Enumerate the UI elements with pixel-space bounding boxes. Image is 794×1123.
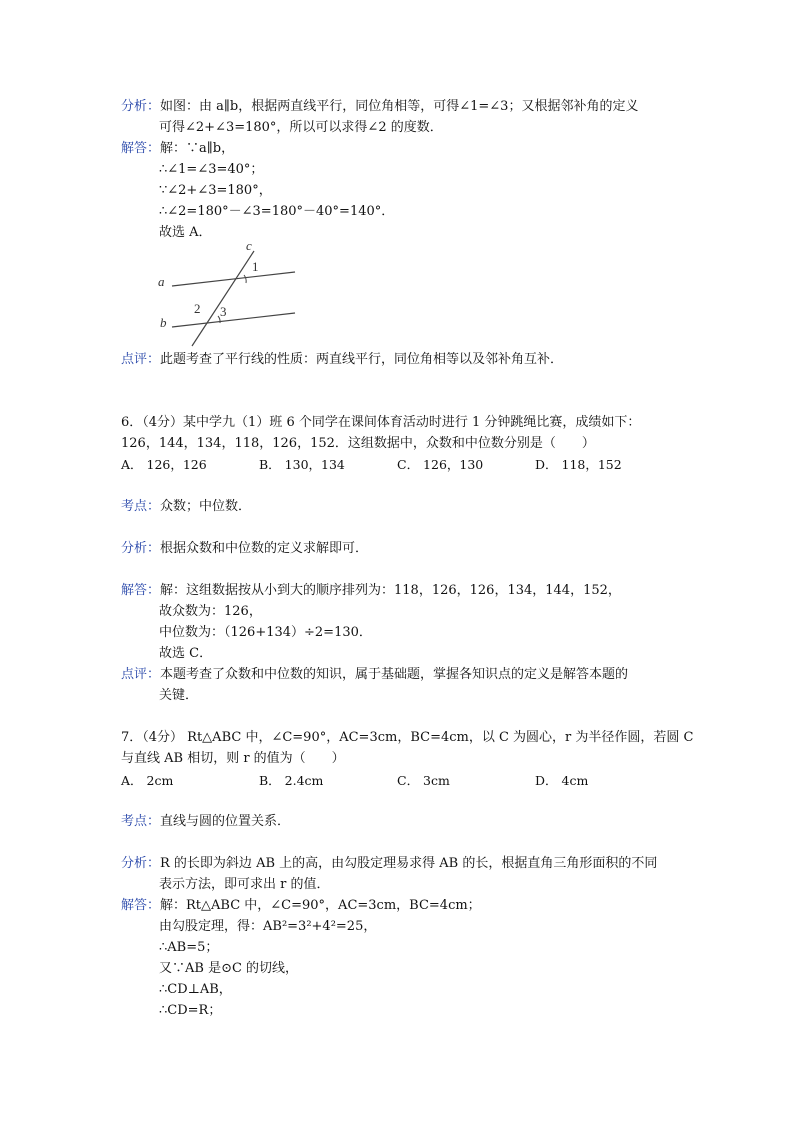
q5-analysis-text-1: 如图：由 a∥b，根据两直线平行，同位角相等，可得∠1=∠3；又根据邻补角的定义 xyxy=(160,99,639,114)
q7-analysis-line-1 xyxy=(121,854,657,874)
q5-analysis-label: 分析： xyxy=(121,99,161,114)
q6-answer-line-1 xyxy=(121,581,621,601)
q7-point-text: 直线与圆的位置关系． xyxy=(160,814,291,829)
q7-point-label: 考点： xyxy=(121,814,161,829)
q6-point-line xyxy=(121,497,251,517)
line-b xyxy=(172,313,295,327)
q5-answer-text-4: ∴∠2=180°－∠3=180°－40°=140°． xyxy=(159,204,395,219)
parallel-lines-figure xyxy=(150,236,310,352)
line-a xyxy=(172,272,295,286)
q5-answer-text-1: 解：∵a∥b， xyxy=(160,141,235,156)
q7-stem-1: 7．（4分） Rt△ABC 中，∠C=90°，AC=3cm，BC=4cm，以 C 为圆心，r 为半径作圆，若圆 C xyxy=(121,730,694,745)
q6-answer-text-4: 故选 C． xyxy=(159,646,213,661)
q6-option-c: C． 126，130 xyxy=(397,457,484,472)
q5-answer-label: 解答： xyxy=(121,141,161,156)
q6-answer-text-1: 解：这组数据按从小到大的顺序排列为：118，126，126，134，144，152， xyxy=(160,583,621,598)
q7-stem-2: 与直线 AB 相切，则 r 的值为（ ） xyxy=(121,751,345,766)
line-c xyxy=(192,251,254,346)
q7-answer-text-4: 又∵AB 是⊙C 的切线， xyxy=(159,961,299,976)
q7-answer-line-1 xyxy=(121,896,481,916)
q6-comment-label: 点评： xyxy=(121,667,161,682)
q6-analysis-label: 分析： xyxy=(121,541,161,556)
q7-answer-text-3: ∴AB=5； xyxy=(159,940,219,955)
q6-point-label: 考点： xyxy=(121,499,161,514)
q7-option-a: A． 2cm xyxy=(121,773,174,788)
label-angle-3: 3 xyxy=(220,304,227,319)
q7-analysis-text-2: 表示方法，即可求出 r 的值． xyxy=(159,877,330,892)
label-angle-1: 1 xyxy=(252,259,259,274)
q6-analysis-text: 根据众数和中位数的定义求解即可． xyxy=(160,541,369,556)
label-angle-2: 2 xyxy=(194,301,201,316)
q6-comment-text-1: 本题考查了众数和中位数的知识，属于基础题，掌握各知识点的定义是解答本题的 xyxy=(160,667,629,682)
q7-option-c: C． 3cm xyxy=(397,773,450,788)
q7-option-b: B． 2.4cm xyxy=(259,773,324,788)
q6-stem-1: 6．（4分）某中学九（1）班 6 个同学在课间体育活动时进行 1 分钟跳绳比赛，成绩如下： xyxy=(121,415,641,430)
q7-answer-text-6: ∴CD=R； xyxy=(159,1003,222,1018)
label-c: c xyxy=(246,238,252,253)
q5-analysis-line-1 xyxy=(121,97,638,117)
angle-1-arc xyxy=(244,275,246,283)
q6-comment-text-2: 关键． xyxy=(159,688,199,703)
q5-analysis-text-2: 可得∠2+∠3=180°，所以可以求得∠2 的度数． xyxy=(159,120,443,135)
q5-answer-text-3: ∵∠2+∠3=180°， xyxy=(159,183,272,198)
q7-answer-text-5: ∴CD⊥AB， xyxy=(159,982,232,997)
q6-option-d: D． 118，152 xyxy=(535,457,622,472)
q6-answer-text-2: 故众数为：126， xyxy=(159,604,262,619)
q6-comment-line-1 xyxy=(121,665,628,685)
q6-option-a: A． 126，126 xyxy=(121,457,207,472)
q5-comment-line xyxy=(121,350,563,370)
q6-answer-text-3: 中位数为：（126+134）÷2=130． xyxy=(159,625,372,640)
q5-answer-text-5: 故选 A． xyxy=(159,225,212,240)
q6-point-text: 众数；中位数． xyxy=(160,499,252,514)
label-a: a xyxy=(158,274,165,289)
q7-answer-label: 解答： xyxy=(121,898,161,913)
q7-analysis-text-1: R 的长即为斜边 AB 上的高，由勾股定理易求得 AB 的长，根据直角三角形面积的不同 xyxy=(160,856,658,871)
q6-answer-label: 解答： xyxy=(121,583,161,598)
q7-analysis-label: 分析： xyxy=(121,856,161,871)
q6-stem-2: 126，144，134，118，126，152．这组数据中，众数和中位数分别是（ ） xyxy=(121,436,595,451)
q5-comment-label: 点评： xyxy=(121,352,161,367)
q7-answer-text-1: 解：Rt△ABC 中，∠C=90°，AC=3cm，BC=4cm； xyxy=(160,898,481,913)
label-b: b xyxy=(160,315,167,330)
q6-analysis-line xyxy=(121,539,368,559)
q6-option-b: B． 130，134 xyxy=(259,457,345,472)
q7-answer-text-2: 由勾股定理，得：AB²=3²+4²=25， xyxy=(159,919,377,934)
q5-comment-text: 此题考查了平行线的性质：两直线平行，同位角相等以及邻补角互补． xyxy=(160,352,564,367)
q5-answer-line-1 xyxy=(121,139,234,159)
q5-answer-text-2: ∴∠1=∠3=40°； xyxy=(159,162,264,177)
q7-point-line xyxy=(121,812,290,832)
q7-option-d: D． 4cm xyxy=(535,773,589,788)
